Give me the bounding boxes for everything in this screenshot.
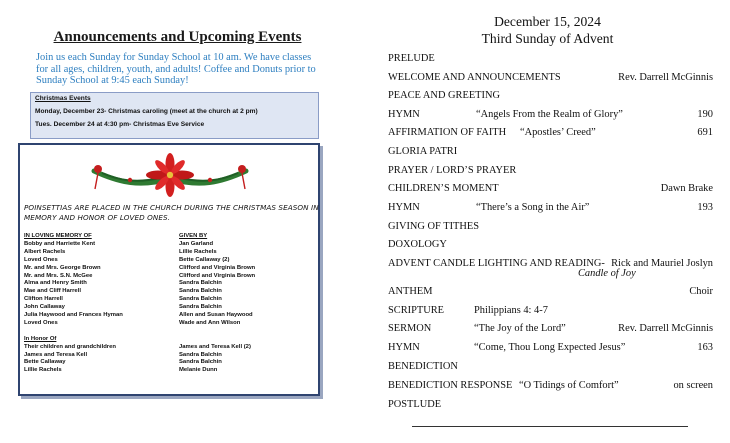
- announcements-title: Announcements and Upcoming Events: [53, 29, 302, 45]
- order-item-note: on screen: [673, 380, 713, 391]
- order-item-welcome: [388, 71, 713, 85]
- order-item-leader: Rev. Darrell McGinnis: [618, 71, 713, 83]
- order-item-name: CHILDREN’S MOMENT: [388, 183, 499, 194]
- order-item-benediction: [388, 360, 713, 374]
- given-by-name: Sandra Balchin: [179, 280, 222, 287]
- given-by-name: Clifford and Virginia Brown: [179, 272, 256, 279]
- order-item-name: SCRIPTURE: [388, 305, 445, 316]
- given-by-name: Bette Callaway (2): [179, 256, 230, 263]
- order-item-leader: Rick and Mauriel Joslyn: [611, 258, 713, 269]
- poinsettia-box: [18, 143, 320, 396]
- given-by-column: [179, 233, 329, 375]
- order-item-prayer: [388, 164, 713, 178]
- order-item-leader: Dawn Brake: [660, 183, 713, 194]
- order-item-benediction-response: [388, 379, 713, 393]
- honor-name: Lillie Rachels: [24, 367, 62, 374]
- order-item-name: GIVING OF TITHES: [388, 221, 480, 232]
- order-item-name: AFFIRMATION OF FAITH: [388, 127, 507, 138]
- memory-names-column: [24, 233, 174, 375]
- given-by-name: Melanie Dunn: [179, 367, 218, 374]
- memory-name: Loved Ones: [24, 256, 58, 263]
- given-by-name: Jan Garland: [179, 240, 214, 247]
- order-item-title: “Come, Thou Long Expected Jesus”: [474, 342, 626, 353]
- order-item-name: ADVENT CANDLE LIGHTING AND READING-: [388, 258, 605, 269]
- memory-name: John Callaway: [24, 304, 65, 311]
- order-item-reference: Philippians 4: 4-7: [474, 305, 548, 316]
- order-item-number: 691: [697, 127, 713, 138]
- given-by-name: Sandra Balchin: [179, 296, 222, 303]
- order-item-number: 163: [697, 342, 713, 353]
- advent-candle-name: Candle of Joy: [578, 268, 636, 279]
- order-item-advent-candle: [388, 257, 713, 281]
- order-item-name: PRELUDE: [388, 53, 435, 64]
- order-item-affirmation: [388, 126, 713, 140]
- order-item-hymn-193: [388, 201, 713, 215]
- honor-name: Bette Callaway: [24, 359, 66, 366]
- order-item-sermon: [388, 322, 713, 336]
- christmas-events-title: Christmas Events: [35, 95, 91, 102]
- given-by-name: Allen and Susan Haywood: [179, 312, 253, 319]
- announcements-intro: Join us each Sunday for Sunday School at 10 am. We have classes for all ages, children, youth, and adults! Coffee and Donuts prior to Sunday School at 9:45 each Sunday!: [36, 52, 316, 86]
- order-item-leader: Choir: [689, 286, 713, 297]
- memory-name: Loved Ones: [24, 319, 58, 326]
- order-item-name: HYMN: [388, 202, 420, 213]
- order-item-name: WELCOME AND ANNOUNCEMENTS: [388, 71, 561, 83]
- order-item-name: SERMON: [388, 323, 432, 334]
- memory-name: Albert Rachels: [24, 248, 66, 255]
- order-item-title: “The Joy of the Lord”: [474, 323, 566, 334]
- order-item-name: BENEDICTION RESPONSE: [388, 380, 513, 391]
- memory-name: Bobby and Harriette Kent: [24, 240, 96, 247]
- order-item-prelude: [388, 52, 713, 66]
- order-item-title: “Angels From the Realm of Glory”: [476, 109, 623, 120]
- order-item-name: PEACE AND GREETING: [388, 90, 500, 101]
- order-item-number: 190: [697, 109, 713, 120]
- memory-name: Clifton Harrell: [24, 296, 63, 303]
- memory-name: Mr. and Mrs. S.N. McGee: [24, 272, 93, 279]
- memory-name: Julia Haywood and Frances Hyman: [24, 312, 123, 319]
- given-by-name: Sandra Balchin: [179, 351, 222, 358]
- order-item-hymn-190: [388, 108, 713, 122]
- order-item-title: “Apostles’ Creed”: [520, 127, 596, 138]
- given-by-name: Sandra Balchin: [179, 359, 222, 366]
- order-item-leader: Rev. Darrell McGinnis: [618, 323, 713, 334]
- given-by-name: Clifford and Virginia Brown: [179, 264, 256, 271]
- given-by-name: Lillie Rachels: [179, 248, 217, 255]
- bottom-divider: [412, 426, 688, 427]
- given-by-name: Sandra Balchin: [179, 304, 222, 311]
- service-occasion: Third Sunday of Advent: [481, 31, 614, 46]
- announcements-panel: [0, 0, 355, 443]
- memory-name: Alma and Henry Smith: [24, 280, 87, 287]
- honor-header: In Honor Of: [24, 335, 57, 342]
- order-item-postlude: [388, 398, 713, 412]
- christmas-event-eve-service: Tues. December 24 at 4:30 pm- Christmas Eve Service: [35, 121, 205, 128]
- christmas-event-caroling: Monday, December 23- Christmas caroling (meet at the church at 2 pm): [35, 108, 258, 115]
- service-date: December 15, 2024: [494, 14, 601, 29]
- given-by-name: Sandra Balchin: [179, 288, 222, 295]
- order-item-title: “There’s a Song in the Air”: [476, 202, 590, 213]
- memory-name: Mr. and Mrs. George Brown: [24, 264, 101, 271]
- order-item-scripture: [388, 304, 713, 318]
- christmas-events-box: [30, 92, 319, 139]
- honor-name: Their children and grandchildren: [24, 343, 116, 350]
- order-item-number: 193: [697, 202, 713, 213]
- order-item-peace: [388, 89, 713, 103]
- given-by-name: James and Teresa Kell (2): [179, 343, 251, 350]
- order-item-doxology: [388, 238, 713, 252]
- order-item-anthem: [388, 285, 713, 299]
- order-item-name: PRAYER / LORD’S PRAYER: [388, 165, 517, 176]
- given-by-name: Wade and Ann Wilson: [179, 319, 241, 326]
- order-item-tithes: [388, 220, 713, 234]
- poinsettia-statement: POINSETTIAS ARE PLACED IN THE CHURCH DURING THE CHRISTMAS SEASON IN MEMORY AND HONOR OF LOVED ONES.: [24, 203, 319, 223]
- given-by-header: GIVEN BY: [179, 233, 208, 239]
- honor-name: James and Teresa Kell: [24, 351, 88, 358]
- order-item-name: GLORIA PATRI: [388, 146, 458, 157]
- order-item-name: DOXOLOGY: [388, 239, 447, 250]
- order-item-name: BENEDICTION: [388, 361, 458, 372]
- order-item-name: POSTLUDE: [388, 399, 442, 410]
- order-item-childrens-moment: [388, 182, 713, 196]
- memory-name: Mae and Cliff Harrell: [24, 288, 81, 295]
- order-item-hymn-163: [388, 341, 713, 355]
- order-of-worship-panel: [365, 0, 730, 443]
- order-item-name: ANTHEM: [388, 286, 433, 297]
- order-item-name: HYMN: [388, 342, 420, 353]
- order-item-title: “O Tidings of Comfort”: [519, 380, 619, 391]
- order-item-gloria: [388, 145, 713, 159]
- poinsettia-garland-icon: [90, 153, 250, 199]
- order-item-name: HYMN: [388, 109, 420, 120]
- memory-header: IN LOVING MEMORY OF: [24, 233, 92, 239]
